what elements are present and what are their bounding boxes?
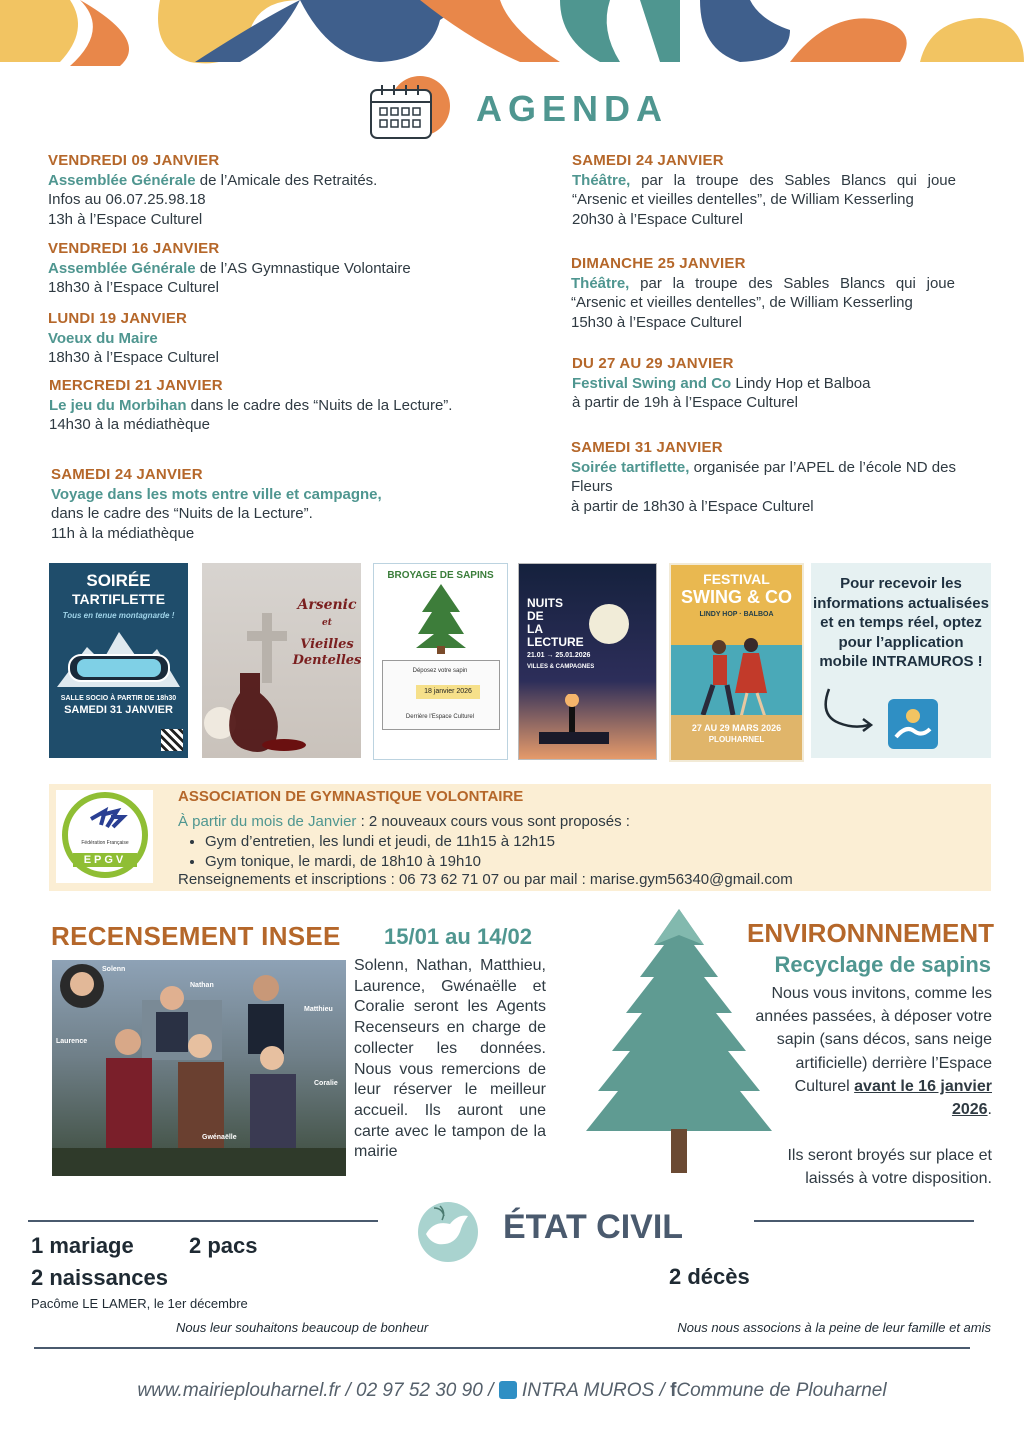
- recensement-photo: [52, 960, 346, 1176]
- event-time-place: 14h30 à la médiathèque: [49, 416, 210, 433]
- divider-line: [28, 1220, 378, 1222]
- gym-contact: Renseignements et inscriptions : 06 73 62 71 07 ou par mail : marise.gym56340@gmail.com: [178, 871, 793, 888]
- poster-arsenic: [202, 563, 361, 758]
- poster-title: LECTURE: [527, 635, 584, 649]
- condolence-message: Nous nous associons à la peine de leur famille et amis: [677, 1320, 991, 1335]
- event-date: VENDREDI 16 JANVIER: [48, 240, 220, 257]
- event-description: Lindy Hop et Balboa: [731, 374, 871, 392]
- poster-title: TARTIFLETTE: [71, 591, 166, 607]
- poster-date: 18 janvier 2026: [416, 685, 480, 699]
- footer-app: INTRA MUROS /: [521, 1380, 665, 1401]
- event-time-place: 18h30 à l’Espace Culturel: [48, 279, 219, 296]
- curved-arrow-icon: [819, 685, 877, 735]
- agenda-title: AGENDA: [476, 88, 669, 129]
- christmas-tree-illustration: [414, 582, 468, 654]
- agent-label: Gwénaëlle: [202, 1134, 237, 1141]
- event-time-place: à partir de 19h à l’Espace Culturel: [572, 394, 798, 411]
- gym-course-item: • Gym tonique, le mardi, de 18h10 à 19h10: [205, 852, 555, 872]
- event-time-place: 13h à l’Espace Culturel: [48, 210, 203, 228]
- header-decoration: [0, 0, 1024, 66]
- event-date: DU 27 AU 29 JANVIER: [572, 355, 734, 372]
- poster-place: PLOUHARNEL: [708, 735, 765, 744]
- event-title: Voeux du Maire: [48, 329, 158, 347]
- facebook-icon: f: [670, 1380, 677, 1401]
- poster-place: SALLE SOCIO À PARTIR DE 18h30: [60, 695, 177, 702]
- poster-title: FESTIVAL: [703, 571, 770, 587]
- event-description: par la troupe des Sables Blancs qui joue “Arsenic et vieilles dentelles”, de William Kesserling: [572, 171, 956, 208]
- agent-label: Nathan: [190, 982, 214, 989]
- footer-facebook: Commune de Plouharnel: [676, 1380, 887, 1401]
- poster-title: Vieilles: [300, 637, 354, 652]
- poster-title: DE: [527, 609, 544, 623]
- agenda-event: [571, 438, 956, 516]
- gym-course-list: [178, 832, 555, 871]
- calendar-icon: [368, 76, 458, 142]
- event-time-place: 15h30 à l’Espace Culturel: [571, 313, 742, 331]
- poster-soiree-tartiflette: [49, 563, 188, 758]
- poster-title: Arsenic: [297, 597, 357, 613]
- event-date: LUNDI 19 JANVIER: [48, 310, 188, 327]
- event-description: de l’Amicale des Retraités.: [195, 171, 378, 189]
- intramuros-text: Pour recevoir les informations actualisées et en temps réel, optez pour l’application mobile INTRAMUROS !: [813, 575, 989, 670]
- recensement-dates: 15/01 au 14/02: [384, 924, 533, 949]
- agenda-event: [51, 465, 491, 543]
- ski-goggles-illustration: [57, 627, 180, 687]
- moon-icon: [589, 604, 629, 644]
- agent-label: Coralie: [314, 1080, 338, 1087]
- agent-label: Matthieu: [304, 1006, 333, 1013]
- environnement-deadline: avant le 16 janvier 2026: [854, 1077, 992, 1119]
- pacs-count: 2 pacs: [189, 1233, 258, 1258]
- agent-label: Solenn: [102, 966, 126, 973]
- poster-nuits-lecture: [518, 563, 657, 760]
- poster-title: NUITS: [527, 596, 563, 610]
- intramuros-icon: [499, 1381, 517, 1399]
- footer-website-phone: www.mairieplouharnel.fr / 02 97 52 30 90 /: [137, 1380, 494, 1401]
- epgv-logo-text: EPGV: [83, 854, 127, 866]
- poster-title: BROYAGE DE SAPINS: [387, 570, 494, 581]
- carafe-illustration: [202, 603, 312, 758]
- recensement-title: RECENSEMENT INSEE: [51, 921, 341, 951]
- event-info: Infos au 06.07.25.98.18: [48, 191, 206, 208]
- poster-festival-swing: [669, 563, 804, 762]
- event-title: Festival Swing and Co: [572, 374, 732, 392]
- event-time-place: 11h à la médiathèque: [51, 524, 195, 542]
- gym-intro-text: : 2 nouveaux cours vous sont proposés :: [356, 813, 630, 830]
- divider-line: [754, 1220, 974, 1222]
- gym-course-item: • Gym d’entretien, les lundi et jeudi, de 11h15 à 12h15: [205, 832, 555, 852]
- event-date: SAMEDI 24 JANVIER: [51, 466, 203, 483]
- poster-title: SOIRÉE: [86, 571, 151, 590]
- poster-title: SWING & CO: [681, 587, 792, 607]
- event-title: Théâtre,: [572, 171, 631, 189]
- qr-code: [161, 729, 183, 751]
- event-title: Théâtre,: [571, 274, 630, 292]
- deces-count: 2 décès: [669, 1264, 750, 1289]
- agenda-event: [48, 151, 488, 229]
- event-description: de l’AS Gymnastique Volontaire: [195, 259, 411, 277]
- agenda-event: [48, 309, 488, 368]
- naissance-detail: Pacôme LE LAMER, le 1er décembre: [31, 1296, 248, 1311]
- agent-label: Laurence: [56, 1038, 88, 1045]
- agents-group-illustration: [52, 960, 346, 1176]
- event-description: par la troupe des Sables Blancs qui joue “Arsenic et vieilles dentelles”, de William Kesserling: [571, 274, 955, 311]
- agenda-event: [571, 254, 955, 332]
- poster-title: LA: [527, 622, 543, 636]
- event-date: SAMEDI 24 JANVIER: [572, 152, 724, 169]
- epgv-logo-subtitle: Fédération Française: [81, 840, 129, 846]
- divider-line: [34, 1347, 970, 1349]
- event-title: Soirée tartiflette,: [571, 458, 690, 476]
- event-description: dans le cadre des “Nuits de la Lecture”.: [51, 505, 313, 522]
- footer: [0, 1380, 1024, 1402]
- epgv-logo-graphic: [57, 789, 153, 885]
- environnement-subtitle: Recyclage de sapins: [774, 952, 991, 977]
- agenda-event: [572, 354, 956, 413]
- gym-intro: [178, 812, 630, 832]
- intramuros-info-box: [811, 563, 991, 758]
- etat-civil-title: ÉTAT CIVIL: [503, 1208, 684, 1246]
- poster-date: SAMEDI 31 JANVIER: [64, 704, 173, 716]
- gym-intro-highlight: À partir du mois de Janvier: [178, 813, 357, 830]
- event-date: SAMEDI 31 JANVIER: [571, 439, 723, 456]
- poster-broyage-sapins: [373, 563, 508, 760]
- mariage-count: 1 mariage: [31, 1233, 134, 1258]
- poster-subtitle: Tous en tenue montagnarde !: [62, 611, 175, 620]
- dancers-illustration: [691, 635, 781, 720]
- poster-subtitle: VILLES & CAMPAGNES: [527, 664, 595, 670]
- poster-subtitle: LINDY HOP · BALBOA: [699, 611, 774, 618]
- environnement-title: ENVIRONNNEMENT: [746, 918, 994, 948]
- agenda-event: [49, 376, 481, 435]
- event-title: Assemblée Générale: [48, 259, 196, 277]
- event-title: Assemblée Générale: [48, 171, 196, 189]
- poster-text: Derrière l'Espace Culturel: [405, 714, 475, 720]
- event-date: MERCREDI 21 JANVIER: [49, 377, 223, 394]
- event-time-place: 20h30 à l’Espace Culturel: [572, 210, 743, 228]
- recensement-text: Solenn, Nathan, Matthieu, Laurence, Gwénaëlle et Coralie seront les Agents Recenseurs en charge de collecter les données. Nous vous remercions de leur réserver le meilleur accueil. Ils auront une carte avec le tampon de la mairie: [354, 957, 546, 1161]
- lamp-illustration: [539, 694, 609, 744]
- event-time-place: à partir de 18h30 à l’Espace Culturel: [571, 497, 814, 515]
- event-description: organisée par l’APEL de l’école ND des Fleurs: [571, 458, 956, 495]
- poster-title: Dentelles: [292, 653, 361, 668]
- dove-icon: [410, 1198, 480, 1262]
- event-date: DIMANCHE 25 JANVIER: [571, 255, 746, 272]
- environnement-text: [752, 982, 992, 1121]
- poster-date: 21.01 → 25.01.2026: [527, 652, 591, 659]
- poster-title: et: [322, 618, 332, 628]
- environnement-body: Nous vous invitons, comme les années passées, à déposer votre sapin (sans décos, sans neige artificielle) derrière l’Espace Culturel: [755, 985, 992, 1095]
- poster-text: Déposez votre sapin: [412, 668, 468, 674]
- wish-message: Nous leur souhaitons beaucoup de bonheur: [176, 1320, 429, 1335]
- environnement-text-2: Ils seront broyés sur place et laissés à votre disposition.: [787, 1147, 992, 1188]
- gym-title: ASSOCIATION DE GYMNASTIQUE VOLONTAIRE: [178, 788, 524, 805]
- event-title: Le jeu du Morbihan: [49, 396, 187, 414]
- intramuros-app-icon: [888, 699, 938, 749]
- poster-date: 27 AU 29 MARS 2026: [691, 723, 782, 733]
- agenda-event: [48, 239, 488, 298]
- agenda-event: [572, 151, 956, 229]
- event-time-place: 18h30 à l’Espace Culturel: [48, 349, 219, 366]
- event-date: VENDREDI 09 JANVIER: [48, 152, 220, 169]
- event-description: dans le cadre des “Nuits de la Lecture”.: [186, 396, 453, 414]
- environnement-period: .: [987, 1101, 992, 1119]
- event-title: Voyage dans les mots entre ville et campagne,: [51, 485, 382, 503]
- naissances-count: 2 naissances: [31, 1265, 168, 1290]
